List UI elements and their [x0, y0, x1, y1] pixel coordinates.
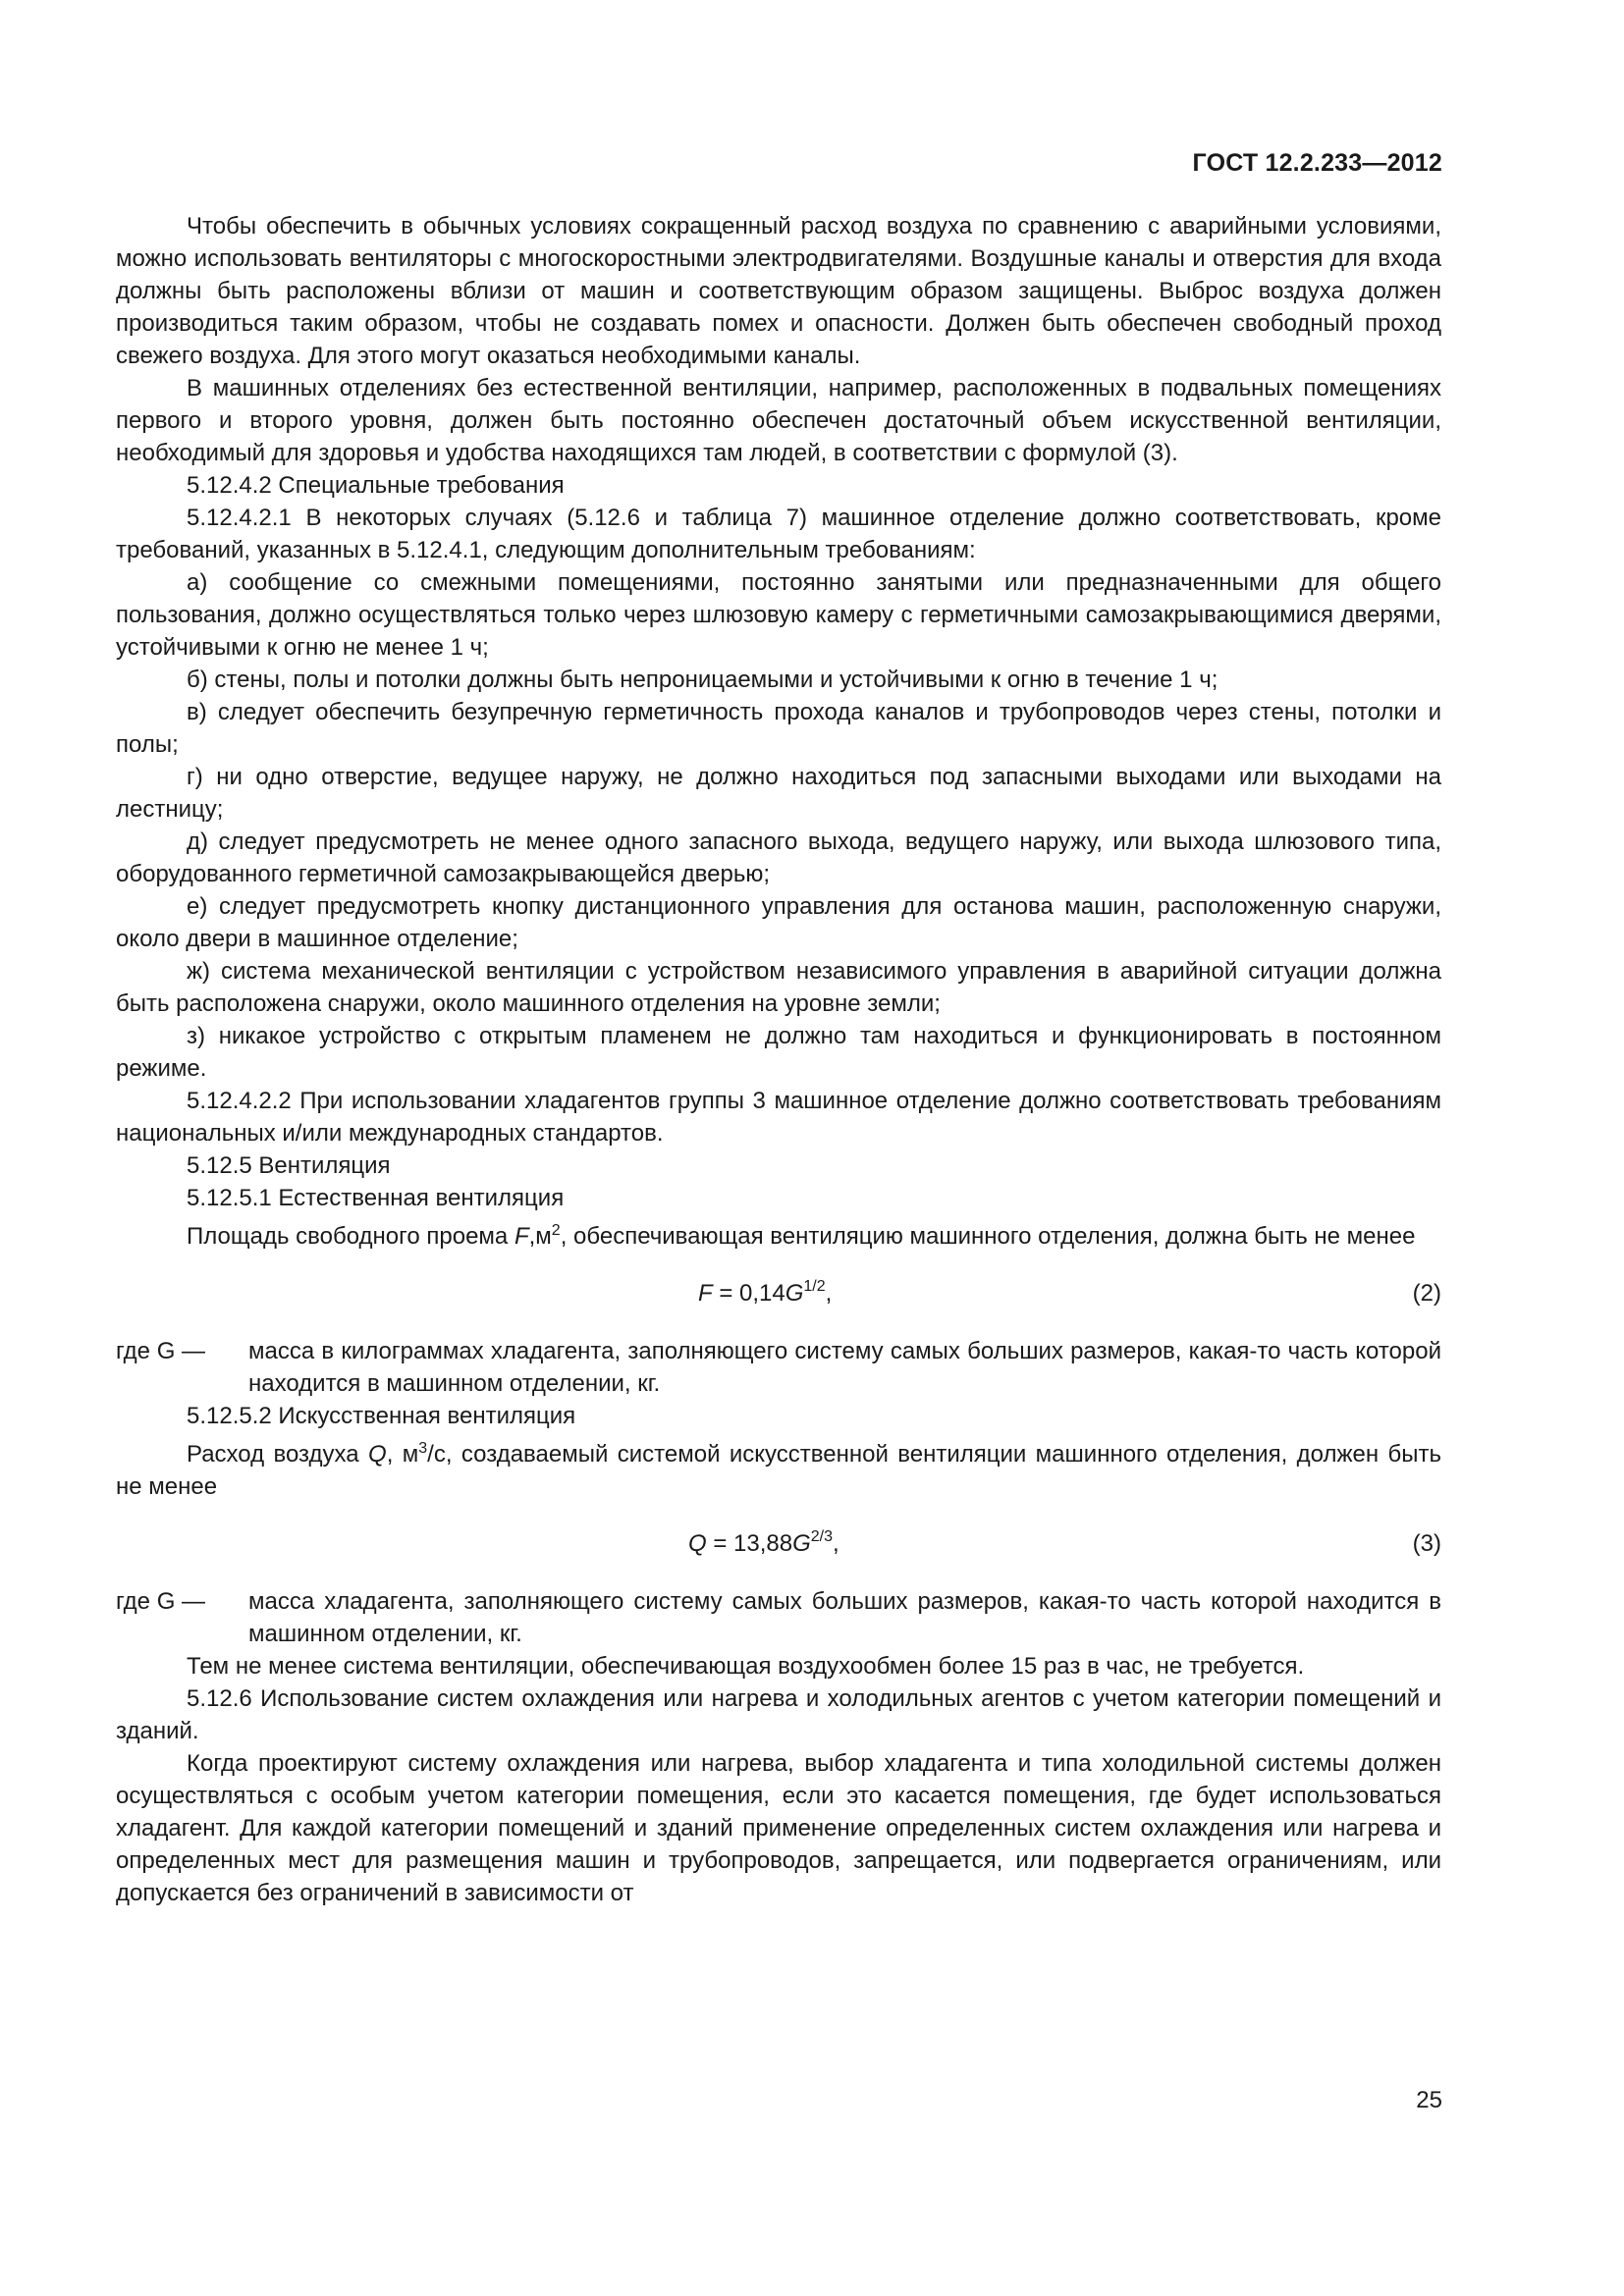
- list-item-zh: ж) система механической вентиляции с устройством независимого управления в аварийной ситуации должна быть расположена снаружи, около машинного отделения на уровне земли;: [116, 958, 1441, 1017]
- paragraph-air-exchange-limit: Тем не менее система вентиляции, обеспечивающая воздухообмен более 15 раз в час, не требуется.: [187, 1653, 1305, 1680]
- paragraph-basement-rooms: В машинных отделениях без естественной вентиляции, например, расположенных в подвальных помещениях первого и второго уровня, должен быть постоянно обеспечен достаточный объем искусственной вентиляции, необходимый для здоровья и удобства находящихся там людей, в соответствии с формулой (3).: [116, 375, 1441, 466]
- list-item-b: б) стены, полы и потолки должны быть непроницаемыми и устойчивыми к огню в течение 1 ч;: [187, 667, 1218, 693]
- where-clause-1-label: где G —: [116, 1338, 206, 1364]
- list-item-e: е) следует предусмотреть кнопку дистанционного управления для останова машин, расположенную снаружи, около двери в машинное отделение;: [116, 893, 1441, 952]
- where-clause-1-text: масса в килограммах хладагента, заполняющего систему самых больших размеров, какая-то часть которой находится в машинном отделении, кг.: [248, 1338, 1441, 1397]
- paragraph-air-flow: Расход воздуха Q, $м^3/с$, создаваемый системой искусственной вентиляции машинного отделения, должен быть не менее: [116, 1440, 1442, 1500]
- where-clause-2: [116, 1585, 1441, 1650]
- paragraph-system-design: Когда проектируют систему охлаждения или нагрева, выбор хладагента и типа холодильной системы должен осуществляться с особым учетом категории помещения, если это касается помещения, где будет использоваться хладагент. Для каждой категории помещений и зданий применение определенных систем охлаждения или нагрева и определенных мест для размещения машин и трубопроводов, запрещается, или подвергается ограничениям, или допускается без ограничений в зависимости от: [116, 1750, 1441, 1906]
- where-clause-1: [116, 1335, 1441, 1400]
- paragraph-group3-refrigerants: 5.12.4.2.2 При использовании хладагентов группы 3 машинное отделение должно соответствовать требованиям национальных и/или международных стандартов.: [116, 1088, 1441, 1147]
- equation-2-formula: $F = 0,14G^{1/2}$,: [698, 1278, 833, 1307]
- equation-2: [116, 1277, 1441, 1309]
- section-heading-artificial-ventilation: 5.12.5.2 Искусственная вентиляция: [187, 1403, 576, 1429]
- section-heading-natural-ventilation: 5.12.5.1 Естественная вентиляция: [187, 1185, 565, 1211]
- document-body: [116, 210, 1441, 1909]
- equation-2-number: (2): [1412, 1280, 1441, 1307]
- list-item-v: в) следует обеспечить безупречную герметичность прохода каналов и трубопроводов через стены, потолки и полы;: [116, 699, 1441, 758]
- list-item-d: д) следует предусмотреть не менее одного запасного выхода, ведущего наружу, или выхода шлюзового типа, оборудованного герметичной самозакрывающейся дверью;: [116, 828, 1441, 887]
- document-code-header: ГОСТ 12.2.233—2012: [1192, 149, 1442, 177]
- list-item-g: г) ни одно отверстие, ведущее наружу, не должно находиться под запасными выходами или выходами на лестницу;: [116, 764, 1441, 823]
- paragraph-ventilation-speed: Чтобы обеспечить в обычных условиях сокращенный расход воздуха по сравнению с аварийными условиями, можно использовать вентиляторы с многоскоростными электродвигателями. Воздушные каналы и отверстия для входа должны быть расположены вблизи от машин и соответствующим образом защищены. Выброс воздуха должен производиться таким образом, чтобы не создавать помех и опасности. Должен быть обеспечен свободный проход свежего воздуха. Для этого могут оказаться необходимыми каналы.: [116, 213, 1441, 369]
- paragraph-opening-area: Площадь свободного проема $F,м^2$, обеспечивающая вентиляцию машинного отделения, должна быть не менее: [187, 1222, 1416, 1250]
- list-item-a: а) сообщение со смежными помещениями, постоянно занятыми или предназначенными для общего пользования, должно осуществляться только через шлюзовую камеру с герметичными самозакрывающимися дверями, устойчивыми к огню не менее 1 ч;: [116, 569, 1441, 661]
- section-heading-room-categories: 5.12.6 Использование систем охлаждения или нагрева и холодильных агентов с учетом категории помещений и зданий.: [116, 1685, 1441, 1744]
- where-clause-2-label: где G —: [116, 1588, 206, 1615]
- section-heading-special-requirements: 5.12.4.2 Специальные требования: [187, 472, 565, 499]
- equation-3: [116, 1527, 1441, 1560]
- page-number: 25: [1416, 2087, 1442, 2113]
- paragraph-additional-requirements: 5.12.4.2.1 В некоторых случаях (5.12.6 и таблица 7) машинное отделение должно соответствовать, кроме требований, указанных в 5.12.4.1, следующим дополнительным требованиям:: [116, 505, 1441, 563]
- where-clause-2-text: масса хладагента, заполняющего систему самых больших размеров, какая-то часть которой находится в машинном отделении, кг.: [248, 1588, 1441, 1647]
- equation-3-formula: $Q = 13,88G^{2/3}$,: [688, 1528, 839, 1557]
- list-item-z: з) никакое устройство с открытым пламенем не должно там находиться и функционировать в постоянном режиме.: [116, 1023, 1441, 1082]
- section-heading-ventilation: 5.12.5 Вентиляция: [187, 1152, 391, 1179]
- equation-3-number: (3): [1412, 1530, 1441, 1557]
